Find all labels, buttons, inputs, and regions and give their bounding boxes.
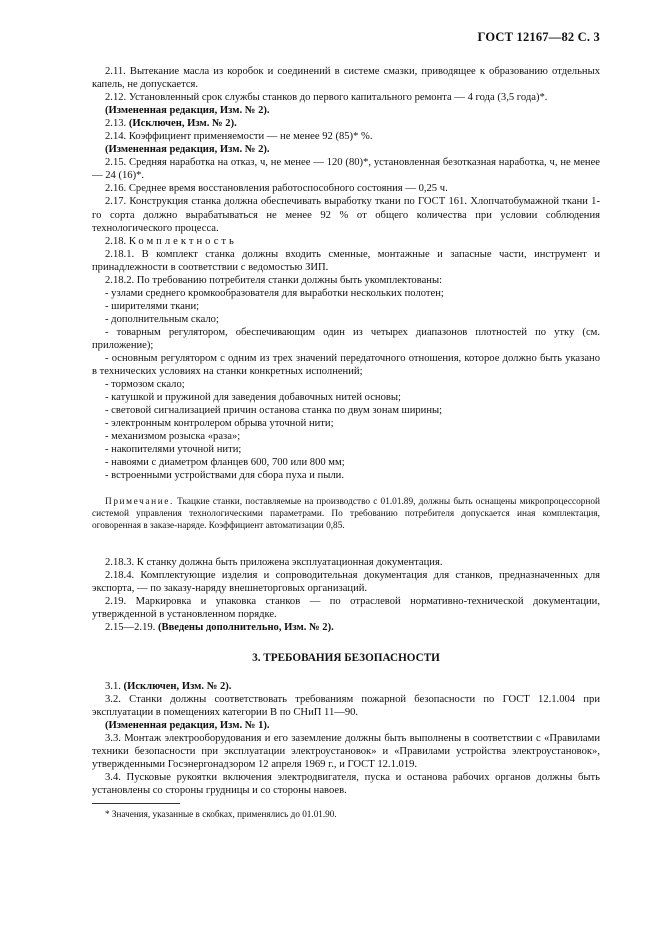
section-title: 3. ТРЕБОВАНИЯ БЕЗОПАСНОСТИ [252,652,440,665]
amendment-text: (Исключен, Изм. № 2). [123,681,232,693]
footnote-divider [92,803,180,804]
paragraph [92,248,600,274]
amendment-text: (Введены дополнительно, Изм. № 2). [157,622,334,634]
paragraph [92,443,600,456]
paragraph-text: (Измененная редакция, Изм. № 1). [105,720,270,732]
paragraph [92,693,600,719]
paragraph [92,274,600,287]
paragraph [92,65,600,91]
paragraph [92,235,600,248]
paragraph [92,469,600,482]
paragraph-text: 2.12. Установленный срок службы станков до первого капитального ремонта — 4 года (3,5 года)*. [105,92,548,104]
paragraph [92,680,600,693]
paragraph [92,91,600,104]
footnote: * Значения, указанные в скобках, применялись до 01.01.90. [105,809,337,820]
paragraph-text: - узлами среднего кромкообразователя для выработки нескольких полотен; [105,287,444,299]
paragraph-text: 3.1. [105,681,124,693]
paragraph [92,117,600,130]
paragraph-text: 2.15. Средняя наработка на отказ, ч, не менее — 120 (80)*, установленная безотказная наработка, ч, не менее — 24 (16)*. [92,157,600,182]
paragraph [92,719,600,732]
amendment-text: (Исключен, Изм. № 2). [128,118,237,130]
note-text: Ткацкие станки, поставляемые на производство с 01.01.89, должны быть оснащены микропроцессорной системой управления технологическими параметрами. По требованию потребителя допускается иная комплектация, оговоренная в заказе-наряде. Коэффициент автоматизации 0,85. [92,496,600,531]
page-header: ГОСТ 12167—82 С. 3 [477,30,600,44]
paragraph [92,130,600,143]
paragraph [92,621,600,634]
paragraph [92,313,600,326]
paragraph [92,352,600,378]
paragraph [92,195,600,234]
paragraph-text: - механизмом розыска «раза»; [105,431,241,443]
paragraph-text: 2.15—2.19. [105,622,158,634]
paragraph [92,143,600,156]
paragraph [92,456,600,469]
note-label: Примечание. [105,496,174,507]
paragraph-text: - электронным контролером обрыва уточной нити; [105,418,334,430]
paragraph-text: - товарным регулятором, обеспечивающим один из четырех диапазонов плотностей по утку (см. приложение); [92,326,600,351]
paragraph [92,430,600,443]
paragraph-text: 2.18.2. По требованию потребителя станки должны быть укомплектованы: [105,274,443,286]
paragraph-text: 2.18.1. В комплект станка должны входить сменные, монтажные и запасные части, инструмент и принадлежности в соответствии с ведомостью ЗИП. [92,248,600,273]
paragraph [92,156,600,182]
paragraph-text: 3.4. Пусковые рукоятки включения электродвигателя, пуска и останова рабочих органов должны быть установлены со стороны грудницы и со стороны навоев. [92,772,600,797]
paragraph [92,104,600,117]
paragraph-text: 2.14. Коэффициент применяемости — не менее 92 (85)* %. [105,131,373,143]
paragraph-text: 3.2. Станки должны соответствовать требованиям пожарной безопасности по ГОСТ 12.1.004 при эксплуатации в помещениях категории В по СНиП 11—90. [92,694,600,719]
paragraph-text: - тормозом скало; [105,379,185,391]
paragraph-text: 2.16. Среднее время восстановления работоспособного состояния — 0,25 ч. [105,183,448,195]
paragraph-text: - катушкой и пружиной для заведения добавочных нитей основы; [105,392,401,404]
paragraph-text: - накопителями уточной нити; [105,444,242,456]
paragraph-text: 2.19. Маркировка и упаковка станков — по отраслевой нормативно-технической документации, утвержденной в установленном порядке. [92,595,600,620]
paragraph [92,300,600,313]
documentation-block [92,556,600,634]
paragraph [92,404,600,417]
page [92,30,600,820]
paragraph [92,287,600,300]
paragraph-text: 2.18.4. Комплектующие изделия и сопроводительная документация для станков, предназначенных для экспорта, — по заказу-наряду внешнеторговых организаций. [92,569,600,594]
paragraph-text: 2.18.3. К станку должна быть приложена эксплуатационная документация. [105,556,443,568]
paragraph [92,378,600,391]
paragraph [92,417,600,430]
paragraph-text: - световой сигнализацией причин останова станка по двум зонам ширины; [105,405,443,417]
paragraph-text: 2.17. Конструкция станка должна обеспечивать выработку ткани по ГОСТ 161. Хлопчатобумажной ткани 1-го сорта должно вырабатываться не менее 92 % от общего количества при условии соблюдения технологического процесса. [92,196,600,234]
paragraph-text: 2.13. [105,118,129,130]
note [92,496,600,532]
paragraph [92,569,600,595]
paragraph [92,732,600,771]
paragraph-text: 2.11. Вытекание масла из коробок и соединений в системе смазки, приводящее к образованию отдельных капель, не допускается. [92,66,600,91]
paragraph-text: 3.3. Монтаж электрооборудования и его заземление должны быть выполнены в соответствии с «Правилами техники безопасности при эксплуатации электроустановок» и «Правилами устройства электроустановок», утвержденными Госэнергонадзором 12 апреля 1969 г., и ГОСТ 12.1.019. [92,733,600,771]
paragraph [92,556,600,569]
paragraph [92,771,600,797]
safety-block [92,680,600,797]
paragraph-text: (Измененная редакция, Изм. № 2). [105,144,270,156]
paragraph-text: - основным регулятором с одним из трех значений передаточного отношения, которое должно быть указано в технических условиях на станки конкретных исполнений; [92,353,600,378]
paragraph-text: 2.18. [105,235,129,247]
requirements-block [92,65,600,483]
paragraph [92,391,600,404]
paragraph-text: - дополнительным скало; [105,313,219,325]
paragraph [92,182,600,195]
spaced-heading: Комплектность [128,235,237,247]
paragraph-text: - навоями с диаметром фланцев 600, 700 или 800 мм; [105,457,345,469]
paragraph-text: - ширителями ткани; [105,300,200,312]
paragraph-text: (Измененная редакция, Изм. № 2). [105,105,270,117]
paragraph [92,595,600,621]
paragraph [92,326,600,352]
paragraph-text: - встроенными устройствами для сбора пуха и пыли. [105,470,344,482]
